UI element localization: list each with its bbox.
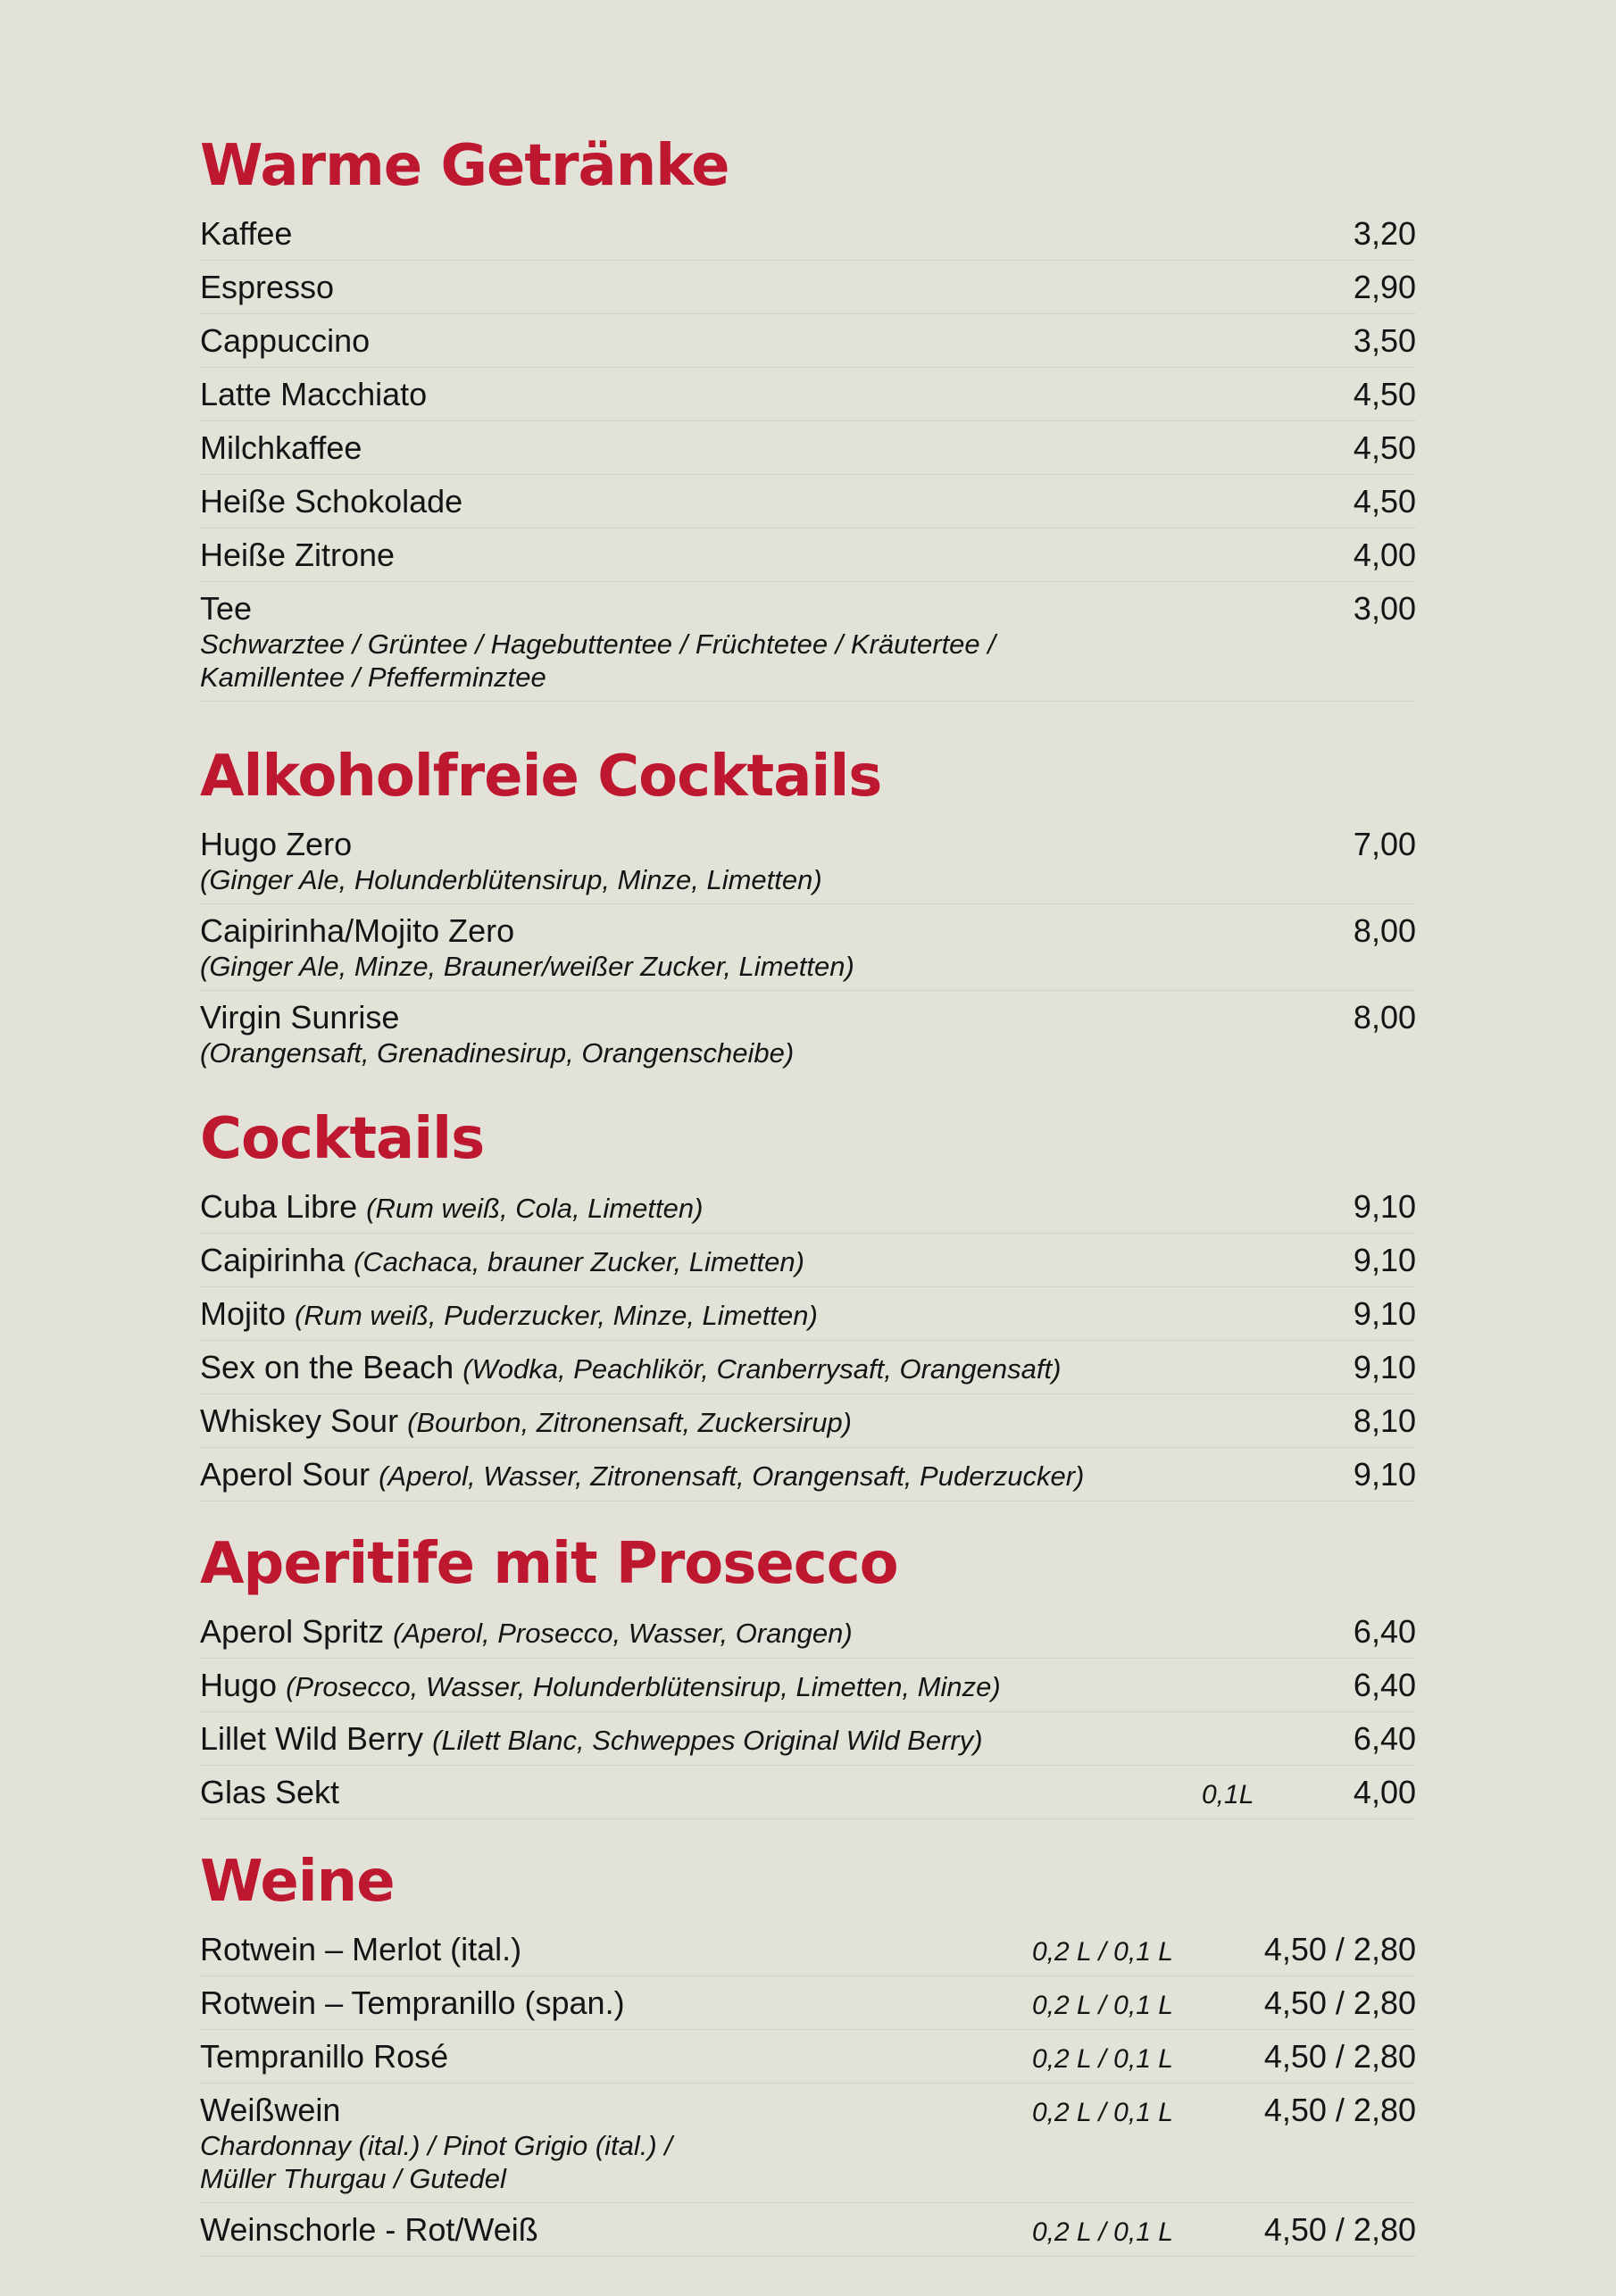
item-name: Glas Sekt: [200, 1774, 340, 1810]
item-price: 2,90: [1353, 269, 1416, 305]
section-title: Warme Getränke: [200, 133, 729, 199]
item-price: 9,10: [1353, 1295, 1416, 1332]
menu-item: [200, 1766, 1416, 1819]
menu-item: [200, 2030, 1416, 2084]
item-name: Kaffee: [200, 215, 293, 252]
item-description: (Bourbon, Zitronensaft, Zuckersirup): [407, 1407, 853, 1438]
item-description: (Cachaca, brauner Zucker, Limetten): [354, 1246, 804, 1277]
section-title: Aperitife mit Prosecco: [200, 1531, 898, 1597]
item-size: 0,1L: [1202, 1780, 1254, 1809]
item-price: 6,40: [1353, 1720, 1416, 1757]
item-price: 4,50: [1353, 483, 1416, 520]
item-price: 4,50 / 2,80: [1263, 2211, 1416, 2248]
item-price: 4,50: [1353, 376, 1416, 412]
menu-item: [200, 207, 1416, 261]
section-cocktails: [200, 1103, 1416, 1502]
menu-item: [200, 1712, 1416, 1766]
item-description: (Wodka, Peachlikör, Cranberrysaft, Orangensaft): [462, 1353, 1062, 1385]
item-name: Latte Macchiato: [200, 376, 428, 412]
item-description: (Rum weiß, Puderzucker, Minze, Limetten): [295, 1300, 818, 1331]
item-description: (Ginger Ale, Holunderblütensirup, Minze, Limetten): [200, 864, 822, 895]
menu-item: [200, 1180, 1416, 1234]
item-name: Tee: [200, 590, 253, 627]
item-name: Rotwein – Merlot (ital.): [200, 1931, 522, 1967]
item-name: Whiskey Sour: [200, 1402, 399, 1439]
item-price: 8,10: [1353, 1402, 1416, 1439]
item-description: (Aperol, Wasser, Zitronensaft, Orangensaft, Puderzucker): [379, 1460, 1085, 1492]
menu-item: [200, 991, 1416, 1077]
menu-item: [200, 314, 1416, 368]
item-name: Espresso: [200, 269, 335, 305]
item-name: Mojito: [200, 1295, 287, 1332]
section-title: Cocktails: [200, 1106, 485, 1172]
item-price: 9,10: [1353, 1349, 1416, 1385]
item-name: Hugo: [200, 1667, 278, 1703]
item-name: Heiße Zitrone: [200, 537, 396, 573]
menu-item: [200, 1605, 1416, 1659]
section-title: Weine: [200, 1849, 395, 1915]
menu-item: [200, 1234, 1416, 1287]
item-size: 0,2 L / 0,1 L: [1032, 2098, 1173, 2127]
item-name: Weinschorle - Rot/Weiß: [200, 2211, 538, 2248]
item-name: Sex on the Beach: [200, 1349, 454, 1385]
menu-item: [200, 1287, 1416, 1341]
menu-item: [200, 2203, 1416, 2257]
item-description: (Prosecco, Wasser, Holunderblütensirup, Limetten, Minze): [286, 1671, 1001, 1702]
item-size: 0,2 L / 0,1 L: [1032, 1991, 1173, 2020]
item-price: 4,50 / 2,80: [1263, 2092, 1416, 2128]
item-name: Cuba Libre: [200, 1188, 358, 1225]
item-description: Schwarztee / Grüntee / Hagebuttentee / Früchtetee / Kräutertee /: [200, 628, 995, 660]
item-price: 3,00: [1353, 590, 1416, 627]
menu-item: [200, 1341, 1416, 1394]
item-price: 4,50 / 2,80: [1263, 1984, 1416, 2021]
item-price: 7,00: [1353, 826, 1416, 862]
menu-item: [200, 528, 1416, 582]
item-price: 8,00: [1353, 999, 1416, 1036]
item-description: Chardonnay (ital.) / Pinot Grigio (ital.) /: [200, 2130, 672, 2161]
item-name: Virgin Sunrise: [200, 999, 400, 1036]
item-description: (Ginger Ale, Minze, Brauner/weißer Zucker, Limetten): [200, 951, 854, 982]
item-name: Aperol Spritz: [200, 1613, 385, 1650]
section-title: Alkoholfreie Cocktails: [200, 744, 882, 810]
item-price: 9,10: [1353, 1242, 1416, 1278]
section-aperitifs: [200, 1528, 1416, 1819]
item-price: 4,00: [1353, 1774, 1416, 1810]
menu-item: [200, 582, 1416, 702]
menu-item: [200, 2084, 1416, 2203]
item-price: 4,50: [1353, 429, 1416, 466]
item-name: Rotwein – Tempranillo (span.): [200, 1984, 625, 2021]
menu-item: [200, 1394, 1416, 1448]
menu-item: [200, 421, 1416, 475]
section-mocktails: [200, 741, 1416, 1077]
item-price: 6,40: [1353, 1613, 1416, 1650]
item-size: 0,2 L / 0,1 L: [1032, 2044, 1173, 2074]
item-name: Caipirinha: [200, 1242, 346, 1278]
item-size: 0,2 L / 0,1 L: [1032, 1937, 1173, 1967]
item-price: 4,50 / 2,80: [1263, 2038, 1416, 2075]
item-name: Tempranillo Rosé: [200, 2038, 449, 2075]
item-price: 4,50 / 2,80: [1263, 1931, 1416, 1967]
menu-item: [200, 1659, 1416, 1712]
menu-item: [200, 1448, 1416, 1502]
item-name: Weißwein: [200, 2092, 341, 2128]
item-description: (Orangensaft, Grenadinesirup, Orangenscheibe): [200, 1037, 795, 1069]
menu-item: [200, 1923, 1416, 1976]
menu-item: [200, 261, 1416, 314]
item-description: (Lilett Blanc, Schweppes Original Wild Berry): [432, 1725, 983, 1756]
menu-item: [200, 904, 1416, 991]
item-price: 8,00: [1353, 912, 1416, 949]
item-name: Milchkaffee: [200, 429, 362, 466]
item-name: Cappuccino: [200, 322, 371, 359]
menu-item: [200, 368, 1416, 421]
item-size: 0,2 L / 0,1 L: [1032, 2217, 1173, 2247]
item-name: Aperol Sour: [200, 1456, 371, 1493]
item-description: Müller Thurgau / Gutedel: [200, 2163, 506, 2194]
item-description: Kamillentee / Pfefferminztee: [200, 661, 546, 693]
menu-item: [200, 818, 1416, 904]
item-name: Hugo Zero: [200, 826, 353, 862]
item-price: 6,40: [1353, 1667, 1416, 1703]
item-name: Heiße Schokolade: [200, 483, 463, 520]
item-description: (Rum weiß, Cola, Limetten): [366, 1193, 704, 1224]
menu-content: [200, 130, 1416, 2296]
menu-item: [200, 1976, 1416, 2030]
menu-item: [200, 475, 1416, 528]
section-warm-drinks: [200, 130, 1416, 702]
item-name: Lillet Wild Berry: [200, 1720, 424, 1757]
item-description: (Aperol, Prosecco, Wasser, Orangen): [393, 1618, 853, 1649]
item-price: 3,20: [1353, 215, 1416, 252]
item-name: Caipirinha/Mojito Zero: [200, 912, 515, 949]
item-price: 3,50: [1353, 322, 1416, 359]
section-wines: [200, 1846, 1416, 2257]
item-price: 4,00: [1353, 537, 1416, 573]
item-price: 9,10: [1353, 1188, 1416, 1225]
item-price: 9,10: [1353, 1456, 1416, 1493]
